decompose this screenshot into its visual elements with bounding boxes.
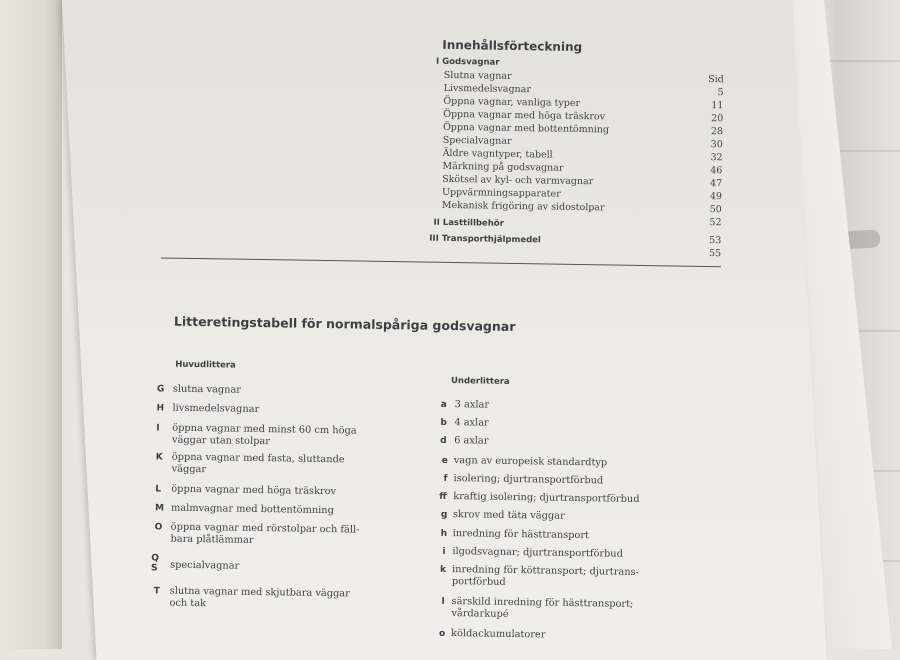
sub-letter-entry: l särskild inredning för hästtransport; vårdarkupé (441, 596, 634, 620)
main-letter-entry: G slutna vagnar (156, 383, 242, 396)
toc-item: Livsmedelsvagnar 5 (443, 82, 724, 99)
toc-section-1: I Godsvagnar (435, 56, 500, 68)
toc-item: 52 (709, 217, 722, 229)
main-letter-entry: O öppna vagnar med rörstolpar och fäll- bara plåtlämmar (154, 521, 360, 546)
toc-item: Skötsel av kyl- och varmvagnar 47 (442, 173, 723, 190)
toc-item: Öppna vagnar med höga träskrov 20 (443, 108, 724, 125)
main-letter-entry: K öppna vagnar med fasta, sluttande väggar (155, 451, 345, 476)
toc-section-2: II Lasttillbehör (433, 217, 504, 229)
main-letter-entry: Q S specialvagnar (150, 553, 240, 574)
sub-letter-entry: f isolering; djurtransportförbud (443, 473, 604, 487)
main-letter-entry: M malmvagnar med bottentömning (154, 502, 334, 517)
sub-letter-entry: i ilgodsvagnar; djurtransportförbud (442, 546, 624, 560)
toc-item: Mekanisk frigöring av sidostolpar 50 (441, 199, 722, 216)
sub-letter-entry: a 3 axlar (440, 399, 490, 411)
main-letter-entry: H livsmedelsvagnar (156, 402, 260, 416)
toc-title: Innehållsförteckning (442, 37, 583, 55)
toc-section-3-page: 55 (708, 248, 722, 260)
toc-item: Slutna vagnar Sid (443, 69, 724, 86)
main-letter-entry: L öppna vagnar med höga träskrov (155, 483, 337, 498)
sub-letter-entry: k inredning för köttransport; djurtrans- portförbud (439, 564, 639, 588)
toc-item: Specialvagnar 30 (442, 134, 723, 151)
toc-item: Uppvärmningsapparater 49 (441, 186, 723, 203)
table-title: Litteretingstabell för normalspåriga godsvagnar (173, 313, 516, 335)
sub-letter-entry: b 4 axlar (440, 417, 489, 429)
sub-letter-entry: e vagn av europeisk standardtyp (441, 455, 608, 469)
main-letter-entry: T slutna vagnar med skjutbara väggar och tak (153, 585, 350, 610)
sub-letter-entry: g skrov med täta väggar (440, 509, 565, 522)
toc-item: Äldre vagntyper, tabell 32 (442, 147, 723, 164)
toc-section-2-page: 53 (709, 235, 722, 247)
main-letter-entry: I öppna vagnar med minst 60 cm höga väggar utan stolpar (156, 422, 357, 448)
toc-item: Öppna vagnar, vanliga typer 11 (443, 95, 724, 112)
sub-letter-entry: ff kraftig isolering; djurtransportförbud (439, 491, 640, 505)
sub-letter-entry: d 6 axlar (440, 435, 489, 447)
sub-letter-entry: h inredning för hästtransport (440, 528, 590, 542)
toc-item: Öppna vagnar med bottentömning 28 (442, 121, 724, 138)
sub-column-header: Underlittera (450, 376, 510, 387)
main-column-header: Huvudlittera (175, 359, 236, 371)
sub-letter-entry: o köldackumulatorer (438, 628, 546, 641)
toc-item: Märkning på godsvagnar 46 (442, 160, 723, 177)
toc-section-3: III Transporthjälpmedel (429, 233, 541, 246)
